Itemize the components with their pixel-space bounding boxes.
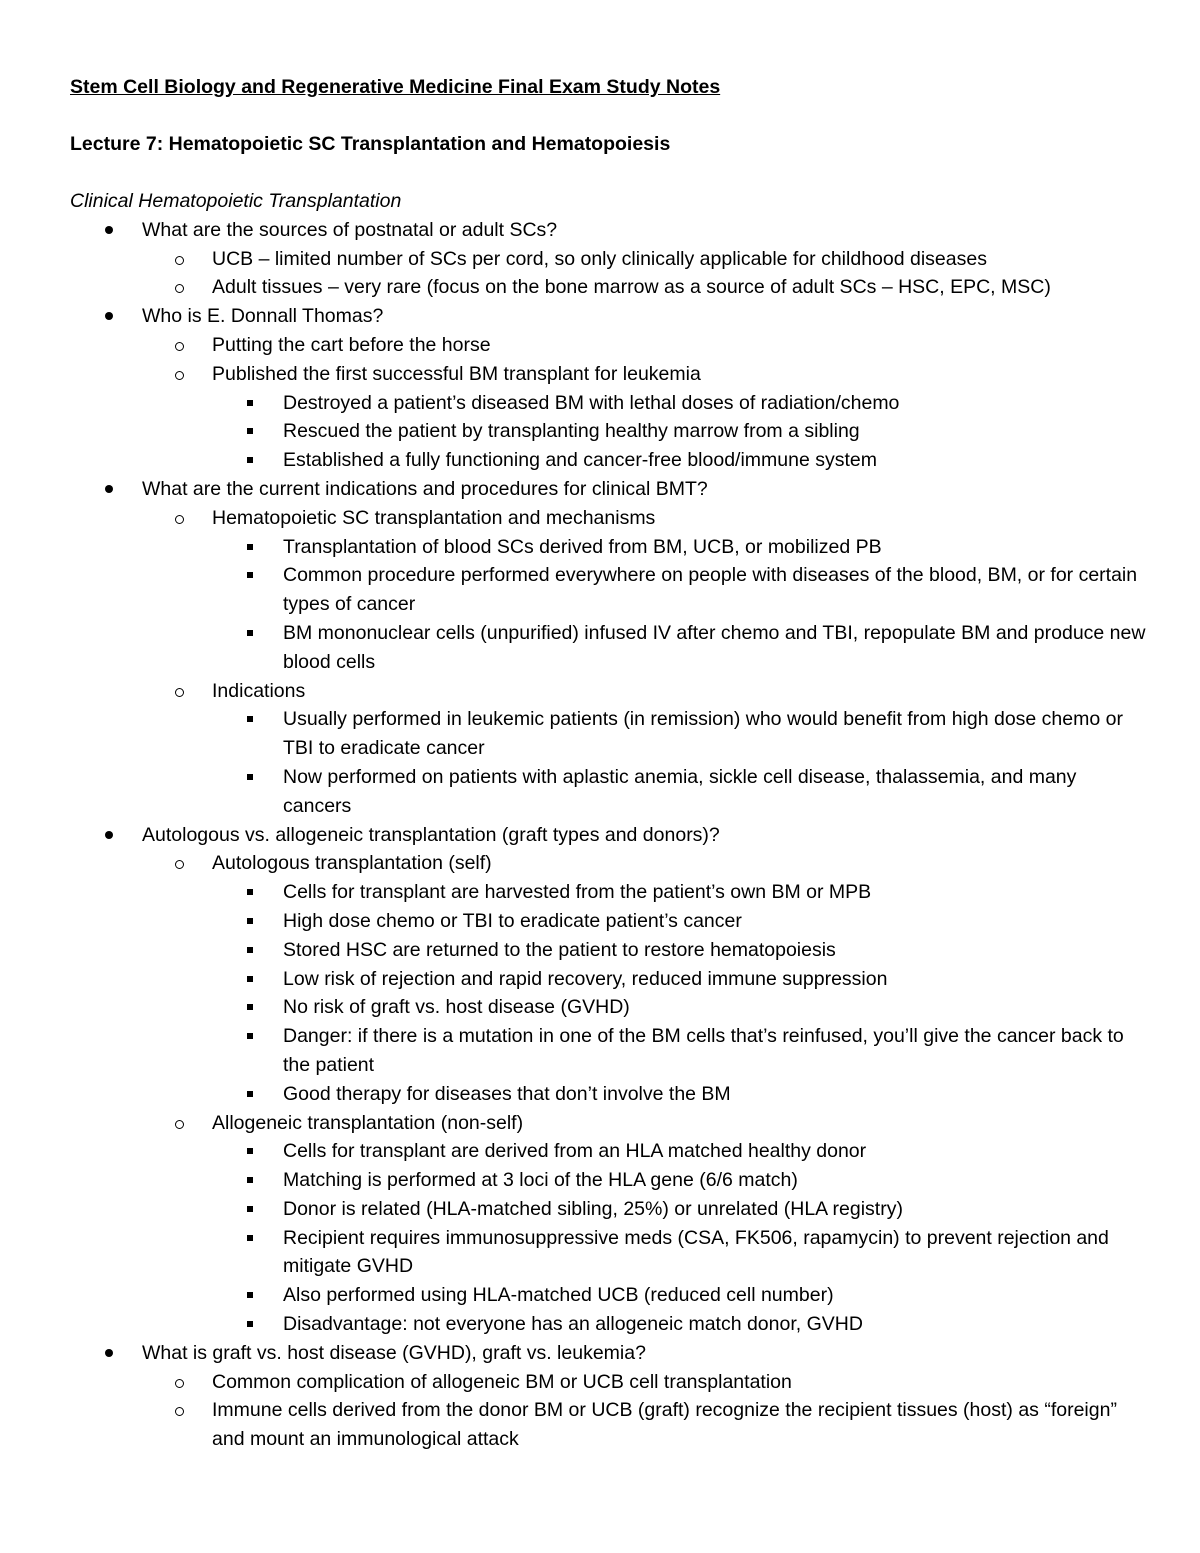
outline-item-text: Cells for transplant are harvested from the patient’s own BM or MPB (283, 881, 872, 904)
outline-item-text: Cells for transplant are derived from an HLA matched healthy donor (283, 1140, 867, 1163)
outline-item-level-3 (70, 1080, 1150, 1109)
outline-item-level-3 (70, 533, 1150, 562)
outline-item-text: Now performed on patients with aplastic anemia, sickle cell disease, thalassemia, and many cancers (283, 765, 1077, 817)
lecture-heading: Lecture 7: Hematopoietic SC Transplantation and Hematopoiesis (70, 133, 671, 155)
bullet-square-icon (247, 1148, 253, 1154)
outline-item-text: Published the first successful BM transplant for leukemia (212, 362, 701, 385)
outline-item-level-2 (70, 273, 1150, 302)
outline-item-text: Usually performed in leukemic patients (in remission) who would benefit from high dose chemo or TBI to eradicate cancer (283, 708, 1123, 760)
outline-item-text: Autologous transplantation (self) (212, 852, 492, 875)
bullet-square-icon (247, 400, 253, 406)
outline-item-text: High dose chemo or TBI to eradicate patient’s cancer (283, 909, 742, 932)
bullet-disc-icon (105, 485, 113, 493)
bullet-square-icon (247, 630, 253, 636)
outline-item-level-3 (70, 763, 1150, 821)
outline-item-text: Established a fully functioning and cancer-free blood/immune system (283, 449, 877, 472)
outline-item-text: Recipient requires immunosuppressive meds (CSA, FK506, rapamycin) to prevent rejection and mitigate GVHD (283, 1226, 1109, 1278)
outline-item-text: UCB – limited number of SCs per cord, so only clinically applicable for childhood diseases (212, 247, 987, 270)
outline-item-text: BM mononuclear cells (unpurified) infused IV after chemo and TBI, repopulate BM and produce new blood cells (283, 621, 1146, 673)
outline-item-level-3 (70, 965, 1150, 994)
bullet-circle-icon (175, 284, 184, 293)
outline-item-text: Also performed using HLA-matched UCB (reduced cell number) (283, 1284, 834, 1307)
bullet-circle-icon (175, 371, 184, 380)
outline-item-level-3 (70, 993, 1150, 1022)
outline-item-text: Destroyed a patient’s diseased BM with lethal doses of radiation/chemo (283, 391, 900, 414)
bullet-square-icon (247, 1292, 253, 1298)
outline-item-text: Common complication of allogeneic BM or UCB cell transplantation (212, 1370, 792, 1393)
outline-item-text: What is graft vs. host disease (GVHD), graft vs. leukemia? (142, 1341, 646, 1364)
bullet-square-icon (247, 1091, 253, 1097)
bullet-square-icon (247, 428, 253, 434)
bullet-circle-icon (175, 1120, 184, 1129)
outline-item-text: Donor is related (HLA-matched sibling, 25%) or unrelated (HLA registry) (283, 1197, 903, 1220)
bullet-circle-icon (175, 256, 184, 265)
outline-item-text: Danger: if there is a mutation in one of the BM cells that’s reinfused, you’ll give the cancer back to the patient (283, 1025, 1124, 1076)
outline-item-level-2 (70, 331, 1150, 360)
outline-item-text: What are the current indications and procedures for clinical BMT? (142, 477, 708, 500)
outline-item-text: Hematopoietic SC transplantation and mechanisms (212, 506, 656, 529)
outline-item-text: Autologous vs. allogeneic transplantation (graft types and donors)? (142, 823, 720, 846)
outline-item-level-2 (70, 245, 1150, 274)
bullet-circle-icon (175, 860, 184, 869)
outline-item-level-3 (70, 1310, 1150, 1339)
bullet-disc-icon (105, 831, 113, 839)
outline-item-level-3 (70, 1224, 1150, 1282)
outline-item-level-3 (70, 561, 1150, 619)
outline-item-level-3 (70, 936, 1150, 965)
outline-item-text: Common procedure performed everywhere on people with diseases of the blood, BM, or for certain types of cancer (283, 564, 1138, 616)
outline-item-text: No risk of graft vs. host disease (GVHD) (283, 996, 630, 1019)
bullet-square-icon (247, 976, 253, 982)
bullet-square-icon (247, 1235, 253, 1241)
bullet-circle-icon (175, 515, 184, 524)
outline-item-level-1 (70, 1339, 1150, 1368)
outline-item-level-2 (70, 1396, 1150, 1454)
outline-item-level-3 (70, 878, 1150, 907)
outline-item-text: Matching is performed at 3 loci of the HLA gene (6/6 match) (283, 1169, 798, 1192)
outline-item-level-2 (70, 504, 1150, 533)
bullet-disc-icon (105, 312, 113, 320)
bullet-square-icon (247, 1321, 253, 1327)
outline-item-text: Stored HSC are returned to the patient to restore hematopoiesis (283, 938, 836, 961)
outline-item-level-3 (70, 446, 1150, 475)
bullet-disc-icon (105, 226, 113, 234)
bullet-square-icon (247, 947, 253, 953)
notes-outline (70, 216, 1150, 1454)
bullet-circle-icon (175, 688, 184, 697)
bullet-square-icon (247, 1004, 253, 1010)
outline-item-text: What are the sources of postnatal or adult SCs? (142, 218, 558, 241)
outline-item-text: Rescued the patient by transplanting healthy marrow from a sibling (283, 420, 860, 443)
outline-item-level-3 (70, 389, 1150, 418)
outline-item-level-3 (70, 705, 1150, 763)
bullet-square-icon (247, 572, 253, 578)
outline-item-level-2 (70, 849, 1150, 878)
outline-item-text: Who is E. Donnall Thomas? (142, 305, 384, 328)
outline-item-level-3 (70, 619, 1150, 677)
bullet-square-icon (247, 1206, 253, 1212)
bullet-disc-icon (105, 1349, 113, 1357)
section-heading: Clinical Hematopoietic Transplantation (70, 190, 402, 212)
outline-item-text: Good therapy for diseases that don’t involve the BM (283, 1082, 731, 1105)
bullet-square-icon (247, 1177, 253, 1183)
bullet-circle-icon (175, 1379, 184, 1388)
outline-item-text: Disadvantage: not everyone has an allogeneic match donor, GVHD (283, 1313, 863, 1336)
bullet-circle-icon (175, 1407, 184, 1416)
outline-item-level-3 (70, 1022, 1150, 1080)
document-title: Stem Cell Biology and Regenerative Medicine Final Exam Study Notes (70, 76, 721, 98)
outline-item-level-2 (70, 1368, 1150, 1397)
bullet-square-icon (247, 716, 253, 722)
outline-item-level-2 (70, 1109, 1150, 1138)
outline-item-level-3 (70, 1137, 1150, 1166)
outline-item-level-3 (70, 417, 1150, 446)
outline-item-level-3 (70, 907, 1150, 936)
bullet-square-icon (247, 889, 253, 895)
bullet-circle-icon (175, 342, 184, 351)
outline-item-level-1 (70, 302, 1150, 331)
bullet-square-icon (247, 774, 253, 780)
outline-item-text: Allogeneic transplantation (non-self) (212, 1111, 524, 1134)
outline-item-level-2 (70, 360, 1150, 389)
bullet-square-icon (247, 457, 253, 463)
outline-item-level-1 (70, 475, 1150, 504)
outline-item-text: Immune cells derived from the donor BM or UCB (graft) recognize the recipient tissues (host) as “foreign” and mount an immunological attack (212, 1399, 1117, 1451)
bullet-square-icon (247, 1033, 253, 1039)
document-page (70, 73, 1150, 1454)
outline-item-level-1 (70, 821, 1150, 850)
outline-item-level-2 (70, 677, 1150, 706)
outline-item-level-3 (70, 1166, 1150, 1195)
outline-item-text: Indications (212, 679, 306, 702)
bullet-square-icon (247, 918, 253, 924)
outline-item-text: Adult tissues – very rare (focus on the bone marrow as a source of adult SCs – HSC, EPC, MSC) (212, 276, 1051, 299)
outline-item-level-1 (70, 216, 1150, 245)
outline-item-text: Low risk of rejection and rapid recovery, reduced immune suppression (283, 967, 888, 990)
outline-item-text: Transplantation of blood SCs derived from BM, UCB, or mobilized PB (283, 535, 882, 558)
outline-item-level-3 (70, 1281, 1150, 1310)
outline-item-text: Putting the cart before the horse (212, 333, 491, 356)
outline-item-level-3 (70, 1195, 1150, 1224)
bullet-square-icon (247, 544, 253, 550)
